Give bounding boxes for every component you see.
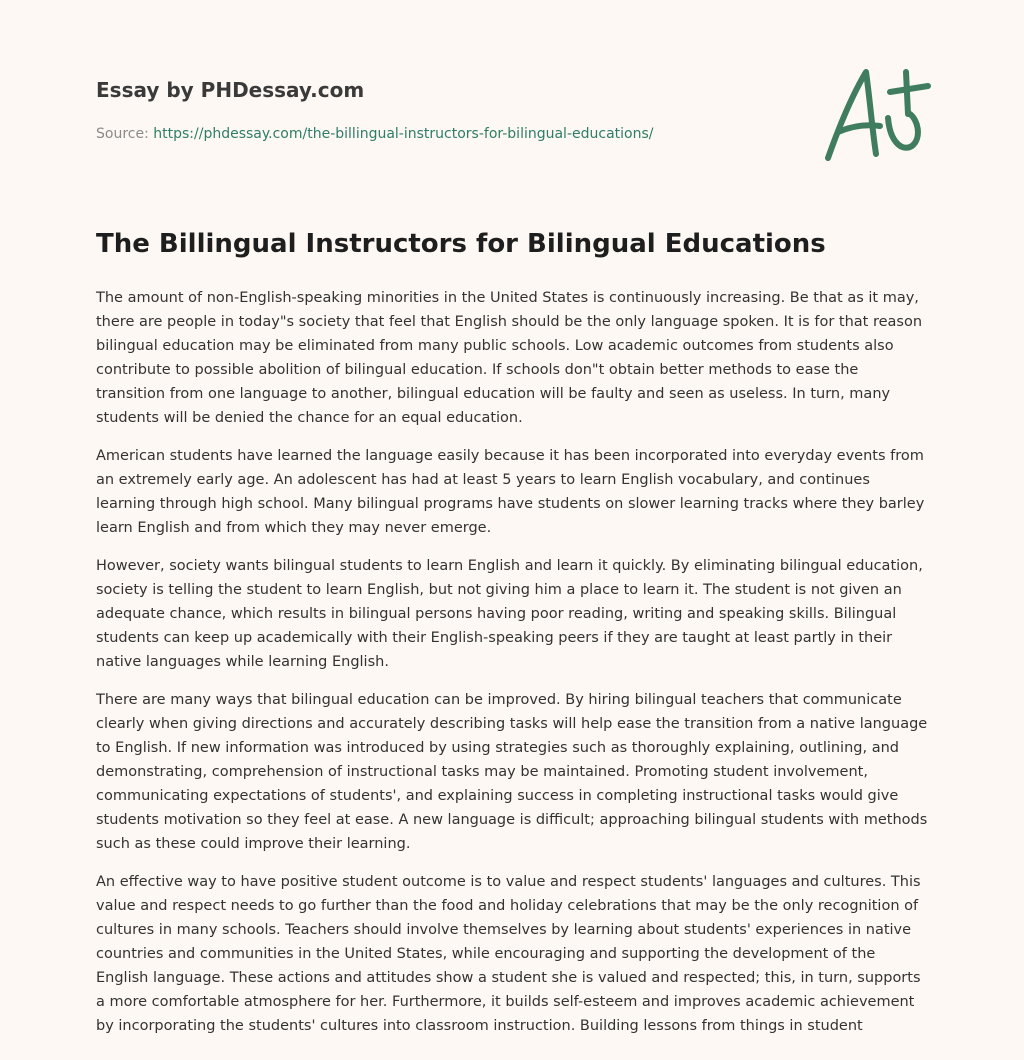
site-brand: Essay by PHDessay.com — [96, 78, 365, 102]
essay-paragraph: There are many ways that bilingual education can be improved. By hiring bilingual teachers that communicate clearly when giving directions and accurately describing tasks will help ease the transition from a native language to English. If new information was introduced by using strategies such as thoroughly explaining, outlining, and demonstrating, comprehension of instructional tasks may be maintained. Promoting student involvement, communicating expectations of students', and explaining success in completing instructional tasks would give students motivation so they feel at ease. A new language is difficult; approaching bilingual students with methods such as these could improve their learning. — [96, 692, 928, 852]
essay-body — [96, 286, 932, 1052]
essay-paragraph: An effective way to have positive student outcome is to value and respect students' languages and cultures. This value and respect needs to go further than the food and holiday celebrations that may be the only recognition of cultures in many schools. Teachers should involve themselves by learning about students' experiences in native countries and communities in the United States, while encouraging and supporting the development of the English language. These actions and attitudes show a student she is valued and respected; this, in turn, supports a more comfortable atmosphere for her. Furthermore, it builds self-esteem and improves academic achievement by incorporating the students' cultures into classroom instruction. Building lessons from things in student — [96, 874, 921, 1034]
essay-paragraph: American students have learned the language easily because it has been incorporated into everyday events from an extremely early age. An adolescent has had at least 5 years to learn English vocabulary, and continues learning through high school. Many bilingual programs have students on slower learning tracks where they barley learn English and from which they may never emerge. — [96, 448, 925, 536]
source-link[interactable]: https://phdessay.com/the-billingual-instructors-for-bilingual-educations/ — [153, 126, 654, 142]
source-label: Source: — [96, 126, 154, 142]
a-plus-logo-icon — [818, 62, 934, 168]
source-line — [96, 124, 796, 144]
page-header — [96, 76, 796, 144]
essay-paragraph: However, society wants bilingual students to learn English and learn it quickly. By eliminating bilingual education, society is telling the student to learn English, but not giving him a place to learn it. The student is not given an adequate chance, which results in bilingual persons having poor reading, writing and speaking skills. Bilingual students can keep up academically with their English-speaking peers if they are taught at least partly in their native languages while learning English. — [96, 558, 923, 670]
essay-paragraph: The amount of non-English-speaking minorities in the United States is continuously increasing. Be that as it may, there are people in today"s society that feel that English should be the only language spoken. It is for that reason bilingual education may be eliminated from many public schools. Low academic outcomes from students also contribute to possible abolition of bilingual education. If schools don"t obtain better methods to ease the transition from one language to another, bilingual education will be faulty and seen as useless. In turn, many students will be denied the chance for an equal education. — [96, 290, 923, 426]
essay-title: The Billingual Instructors for Bilingual Educations — [96, 229, 826, 259]
